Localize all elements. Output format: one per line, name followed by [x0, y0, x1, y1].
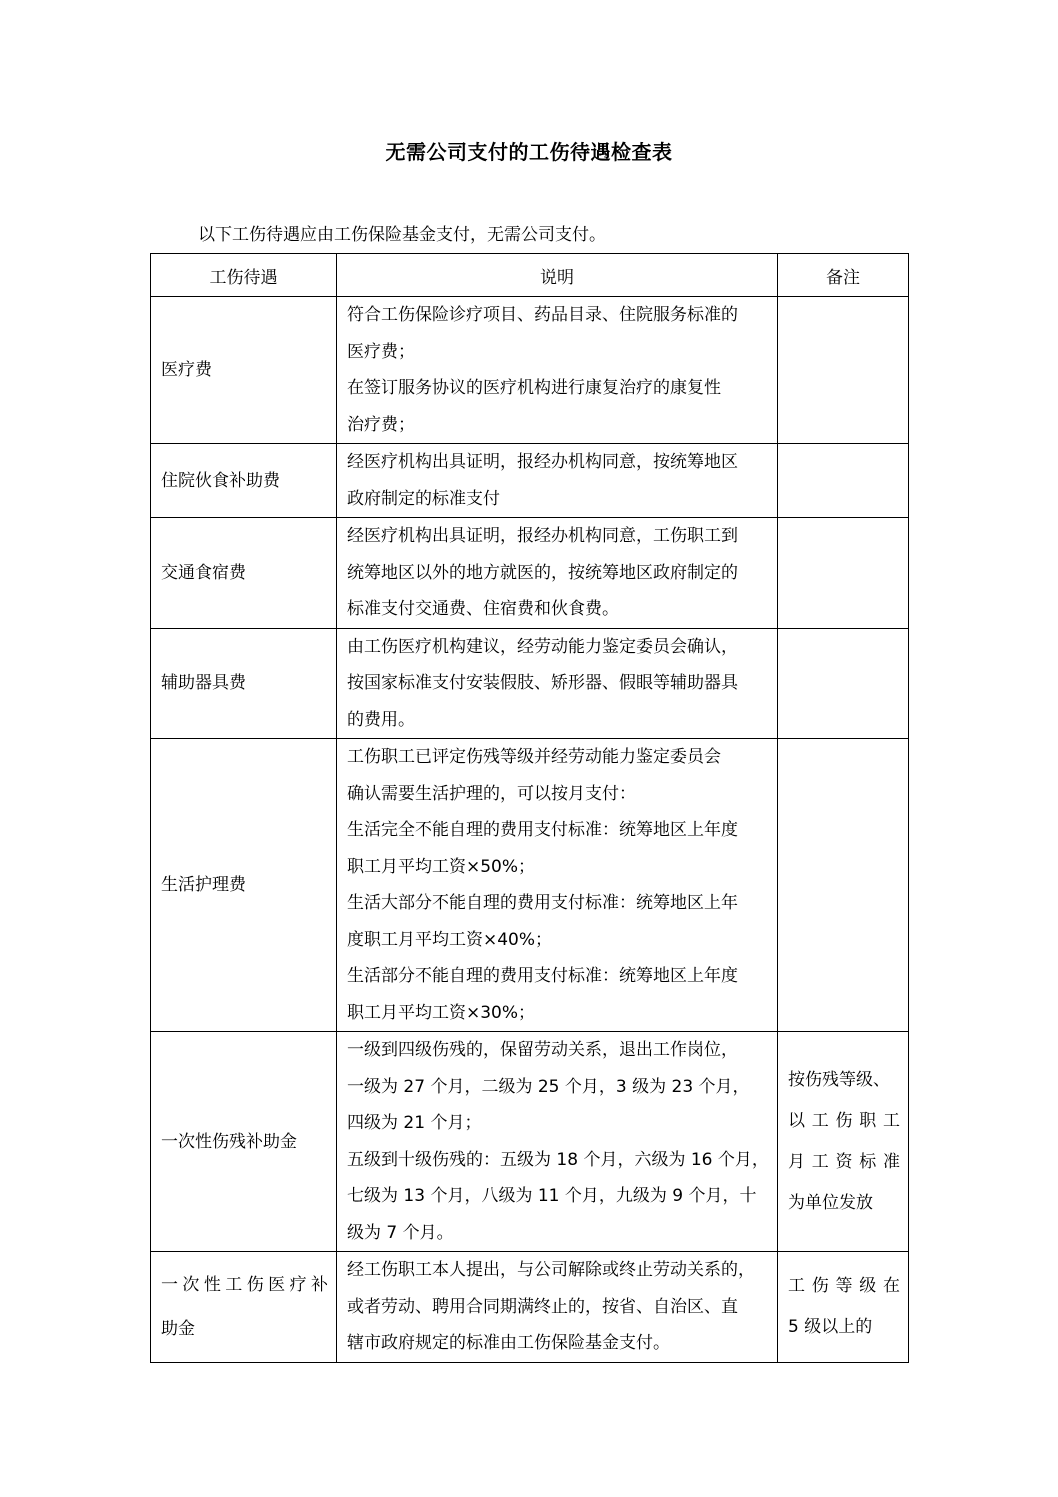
benefit-name: 一次性伤残补助金	[161, 1131, 297, 1152]
table-row	[151, 628, 909, 739]
description-cell	[337, 628, 778, 739]
description-line: 辖市政府规定的标准由工伤保险基金支付。	[347, 1333, 670, 1353]
remark-line: 月工资标准	[788, 1151, 900, 1172]
description-line: 生活完全不能自理的费用支付标准：统筹地区上年度	[347, 820, 738, 840]
remark-cell	[778, 628, 909, 739]
description-line: 或者劳动、聘用合同期满终止的，按省、自治区、直	[347, 1296, 738, 1317]
description-line: 经医疗机构出具证明，报经办机构同意，按统筹地区	[347, 452, 738, 472]
remark-cell	[778, 518, 909, 629]
benefit-cell	[151, 1252, 337, 1363]
description-line: 符合工伤保险诊疗项目、药品目录、住院服务标准的	[347, 305, 738, 325]
remark-line: 为单位发放	[788, 1192, 873, 1213]
remark-cell	[778, 739, 909, 1032]
description-line: 在签订服务协议的医疗机构进行康复治疗的康复性	[347, 378, 721, 398]
table-header-row	[151, 254, 909, 297]
description-line: 标准支付交通费、住宿费和伙食费。	[347, 599, 619, 619]
remark-line: 工伤等级在	[788, 1275, 900, 1296]
description-line: 一级为 27 个月，二级为 25 个月，3 级为 23 个月，	[347, 1076, 750, 1097]
remark-line: 以工伤职工	[788, 1110, 900, 1131]
description-line: 职工月平均工资×50%；	[347, 856, 536, 877]
description-line: 经医疗机构出具证明，报经办机构同意，工伤职工到	[347, 526, 738, 546]
description-line: 经工伤职工本人提出，与公司解除或终止劳动关系的，	[347, 1260, 755, 1280]
description-line: 按国家标准支付安装假肢、矫形器、假眼等辅助器具	[347, 673, 738, 693]
remark-cell	[778, 297, 909, 444]
benefit-cell	[151, 739, 337, 1032]
description-line: 工伤职工已评定伤残等级并经劳动能力鉴定委员会	[347, 747, 721, 767]
description-line: 医疗费；	[347, 341, 415, 362]
benefit-name: 住院伙食补助费	[161, 470, 280, 491]
remark-cell	[778, 1252, 909, 1363]
benefit-name: 辅助器具费	[161, 673, 246, 694]
description-cell	[337, 1032, 778, 1252]
benefit-cell	[151, 628, 337, 739]
benefit-name: 交通食宿费	[161, 562, 246, 583]
description-cell	[337, 1252, 778, 1363]
benefit-name: 医疗费	[161, 360, 212, 380]
benefits-table	[150, 253, 909, 1363]
description-line: 确认需要生活护理的，可以按月支付：	[347, 783, 636, 804]
description-line: 职工月平均工资×30%；	[347, 1002, 536, 1023]
description-line: 治疗费；	[347, 414, 415, 435]
description-line: 五级到十级伤残的：五级为 18 个月，六级为 16 个月，	[347, 1149, 769, 1170]
benefit-name: 助金	[161, 1318, 195, 1339]
description-line: 生活大部分不能自理的费用支付标准：统筹地区上年	[347, 893, 738, 913]
description-line: 统筹地区以外的地方就医的，按统筹地区政府制定的	[347, 562, 738, 583]
table-row	[151, 444, 909, 518]
remark-cell	[778, 1032, 909, 1252]
description-cell	[337, 444, 778, 518]
table-row	[151, 518, 909, 629]
description-cell	[337, 518, 778, 629]
benefit-name: 一次性工伤医疗补	[161, 1274, 328, 1295]
table-row	[151, 1252, 909, 1363]
header-description: 说明	[337, 254, 778, 297]
table-row	[151, 1032, 909, 1252]
description-line: 七级为 13 个月，八级为 11 个月，九级为 9 个月，十	[347, 1186, 757, 1206]
remark-cell	[778, 444, 909, 518]
benefit-cell	[151, 1032, 337, 1252]
header-benefit: 工伤待遇	[151, 254, 337, 297]
benefit-name: 生活护理费	[161, 875, 246, 895]
description-line: 由工伤医疗机构建议，经劳动能力鉴定委员会确认，	[347, 636, 738, 657]
table-row	[151, 297, 909, 444]
description-cell	[337, 739, 778, 1032]
header-remark: 备注	[778, 254, 909, 297]
page-title: 无需公司支付的工伤待遇检查表	[385, 140, 673, 164]
description-line: 生活部分不能自理的费用支付标准：统筹地区上年度	[347, 966, 738, 986]
table-row	[151, 739, 909, 1032]
benefit-cell	[151, 297, 337, 444]
description-line: 四级为 21 个月；	[347, 1113, 482, 1133]
description-line: 一级到四级伤残的，保留劳动关系，退出工作岗位，	[347, 1040, 738, 1060]
benefit-cell	[151, 444, 337, 518]
intro-text: 以下工伤待遇应由工伤保险基金支付，无需公司支付。	[198, 225, 606, 245]
description-line: 政府制定的标准支付	[347, 488, 500, 509]
remark-line: 5 级以上的	[788, 1316, 873, 1337]
benefit-cell	[151, 518, 337, 629]
description-line: 级为 7 个月。	[347, 1222, 454, 1243]
description-cell	[337, 297, 778, 444]
description-line: 度职工月平均工资×40%；	[347, 929, 553, 950]
remark-line: 按伤残等级、	[788, 1069, 890, 1090]
description-line: 的费用。	[347, 709, 415, 730]
